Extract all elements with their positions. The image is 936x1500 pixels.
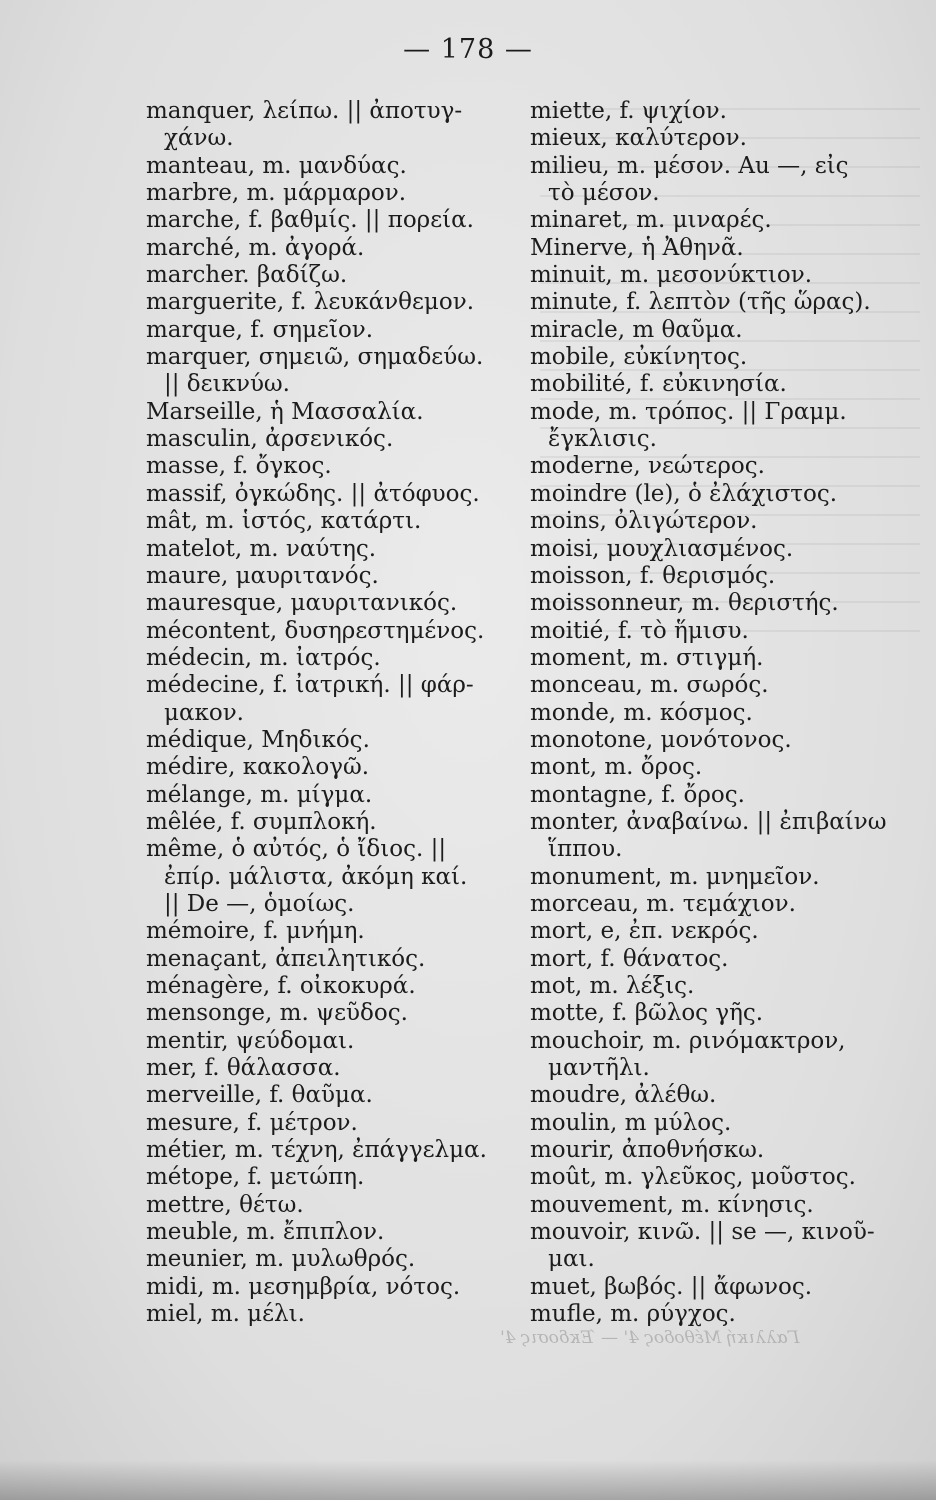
entry-headword-line: matelot, m. ναύτης. <box>146 535 377 562</box>
left-entry <box>146 1164 516 1191</box>
entry-headword-line: moitié, f. τὸ ἥμισυ. <box>530 617 749 644</box>
entry-headword-line: moissonneur, m. θεριστής. <box>530 590 839 617</box>
entry-continuation-line: || δεικνύω. <box>164 371 290 398</box>
entry-headword-line: Marseille, ἡ Μασσαλία. <box>146 398 424 425</box>
entry-continuation-line: ἵππου. <box>548 836 623 863</box>
entry-headword-line: monter, ἀναβαίνω. || ἐπιβαίνω <box>530 808 887 835</box>
entry-headword-line: mont, m. ὄρος. <box>530 754 703 781</box>
left-entry <box>146 1137 516 1164</box>
right-entry <box>530 98 890 125</box>
entry-headword-line: mélange, m. μίγμα. <box>146 781 373 808</box>
entry-headword-line: marcher. βαδίζω. <box>146 262 348 289</box>
entry-headword-line: mouchoir, m. ρινόμακτρον, <box>530 1027 846 1054</box>
entry-continuation-line: μαι. <box>548 1246 595 1273</box>
entry-headword-line: milieu, m. μέσον. Au —, εἰς <box>530 152 849 179</box>
right-entry <box>530 399 890 454</box>
right-entry <box>530 207 890 234</box>
entry-headword-line: médire, κακολογῶ. <box>146 754 370 781</box>
right-entry <box>530 1028 890 1083</box>
left-entry <box>146 946 516 973</box>
right-entry <box>530 782 890 809</box>
left-entry <box>146 1274 516 1301</box>
entry-headword-line: médecine, f. ἰατρική. || φάρ- <box>146 672 474 699</box>
right-entry <box>530 344 890 371</box>
entry-headword-line: masse, f. ὄγκος. <box>146 453 332 480</box>
entry-headword-line: miette, f. ψιχίον. <box>530 98 727 124</box>
entry-headword-line: moment, m. στιγμή. <box>530 644 764 671</box>
right-entry <box>530 453 890 480</box>
entry-headword-line: mât, m. ἱστός, κατάρτι. <box>146 508 422 535</box>
left-entry <box>146 98 516 153</box>
left-entry <box>146 1301 516 1328</box>
left-entry <box>146 153 516 180</box>
entry-headword-line: merveille, f. θαῦμα. <box>146 1082 373 1109</box>
entry-headword-line: massif, ὀγκώδης. || ἀτόφυος. <box>146 480 480 507</box>
entry-headword-line: minaret, m. μιναρές. <box>530 207 772 234</box>
entry-headword-line: mouvement, m. κίνησις. <box>530 1191 814 1218</box>
entry-headword-line: métier, m. τέχνη, ἐπάγγελμα. <box>146 1137 487 1164</box>
right-entry <box>530 727 890 754</box>
entry-headword-line: marquer, σημειῶ, σημαδεύω. <box>146 344 484 371</box>
entry-headword-line: moindre (le), ὁ ἐλάχιστος. <box>530 480 838 507</box>
entry-headword-line: morceau, m. τεμάχιον. <box>530 890 796 917</box>
right-entry <box>530 1164 890 1191</box>
right-entry <box>530 672 890 699</box>
entry-continuation-line: χάνω. <box>164 125 234 152</box>
right-entry <box>530 1082 890 1109</box>
entry-headword-line: midi, m. μεσημβρία, νότος. <box>146 1273 461 1300</box>
right-column <box>530 98 890 1328</box>
left-entry <box>146 180 516 207</box>
entry-headword-line: moisson, f. θερισμός. <box>530 562 776 589</box>
left-entry <box>146 727 516 754</box>
left-entry <box>146 1219 516 1246</box>
entry-continuation-line: ἔγκλισις. <box>548 426 657 453</box>
right-entry <box>530 508 890 535</box>
entry-headword-line: minuit, m. μεσονύκτιον. <box>530 262 813 289</box>
entry-headword-line: minute, f. λεπτὸν (τῆς ὥρας). <box>530 289 871 316</box>
entry-headword-line: manteau, m. μανδύας. <box>146 152 407 179</box>
entry-headword-line: marche, f. βαθμίς. || πορεία. <box>146 207 474 234</box>
left-entry <box>146 344 516 399</box>
left-column <box>146 98 516 1328</box>
right-entry <box>530 536 890 563</box>
entry-headword-line: masculin, ἀρσενικός. <box>146 426 394 453</box>
left-entry <box>146 836 516 918</box>
left-entry <box>146 1082 516 1109</box>
entry-headword-line: menaçant, ἀπειλητικός. <box>146 945 426 972</box>
entry-headword-line: mesure, f. μέτρον. <box>146 1109 358 1136</box>
left-entry <box>146 645 516 672</box>
left-entry <box>146 918 516 945</box>
entry-headword-line: mouvoir, κινῶ. || se —, κινοῦ- <box>530 1219 875 1246</box>
left-entry <box>146 536 516 563</box>
right-entry <box>530 1137 890 1164</box>
right-entry <box>530 590 890 617</box>
left-entry <box>146 481 516 508</box>
left-entry <box>146 1055 516 1082</box>
right-entry <box>530 125 890 152</box>
left-entry <box>146 317 516 344</box>
left-entry <box>146 590 516 617</box>
entry-headword-line: mettre, θέτω. <box>146 1191 304 1218</box>
left-entry <box>146 426 516 453</box>
entry-headword-line: mode, m. τρόπος. || Γραμμ. <box>530 398 847 425</box>
entry-headword-line: mort, e, ἐπ. νεκρός. <box>530 918 759 945</box>
entry-headword-line: moins, ὀλιγώτερον. <box>530 508 758 535</box>
left-entry <box>146 1246 516 1273</box>
right-entry <box>530 235 890 262</box>
left-entry <box>146 399 516 426</box>
right-entry <box>530 618 890 645</box>
entry-headword-line: mieux, καλύτερον. <box>530 125 747 152</box>
entry-headword-line: mourir, ἀποθνήσκω. <box>530 1137 765 1164</box>
entry-headword-line: monceau, m. σωρός. <box>530 672 769 699</box>
right-entry <box>530 891 890 918</box>
entry-headword-line: mêlée, f. συμπλοκή. <box>146 808 377 835</box>
left-entry <box>146 508 516 535</box>
entry-headword-line: meunier, m. μυλωθρός. <box>146 1246 416 1273</box>
entry-headword-line: moût, m. γλεῦκος, μοῦστος. <box>530 1164 856 1191</box>
right-entry <box>530 809 890 864</box>
entry-headword-line: mobilité, f. εὐκινησία. <box>530 371 787 398</box>
entry-headword-line: marché, m. ἀγορά. <box>146 234 365 261</box>
entry-continuation-line: || De —, ὁμοίως. <box>164 890 355 917</box>
entry-continuation-line: μακον. <box>164 699 244 726</box>
entry-headword-line: motte, f. βῶλος γῆς. <box>530 1000 764 1027</box>
entry-headword-line: moisi, μουχλιασμένος. <box>530 535 794 562</box>
entry-headword-line: médecin, m. ἰατρός. <box>146 644 381 671</box>
right-entry <box>530 1219 890 1274</box>
right-entry <box>530 918 890 945</box>
left-entry <box>146 973 516 1000</box>
right-entry <box>530 481 890 508</box>
entry-headword-line: mobile, εὐκίνητος. <box>530 344 748 371</box>
right-entry <box>530 1000 890 1027</box>
entry-headword-line: marbre, m. μάρμαρον. <box>146 180 407 207</box>
left-entry <box>146 1028 516 1055</box>
entry-headword-line: moulin, m μύλος. <box>530 1109 732 1136</box>
entry-headword-line: mentir, ψεύδομαι. <box>146 1027 355 1054</box>
entry-continuation-line: μαντῆλι. <box>548 1055 650 1082</box>
entry-headword-line: mémoire, f. μνήμη. <box>146 918 365 945</box>
left-entry <box>146 563 516 590</box>
right-entry <box>530 946 890 973</box>
right-entry <box>530 1110 890 1137</box>
bleed-through-footer: Γαλλική Μέθοδος 4' — Έκδοσις 4' <box>500 1328 800 1348</box>
left-entry <box>146 1192 516 1219</box>
right-entry <box>530 563 890 590</box>
right-entry <box>530 645 890 672</box>
left-entry <box>146 1110 516 1137</box>
entry-headword-line: monde, m. κόσμος. <box>530 699 753 726</box>
right-entry <box>530 371 890 398</box>
entry-headword-line: marguerite, f. λευκάνθεμον. <box>146 289 475 316</box>
entry-continuation-line: ἐπίρ. μάλιστα, ἀκόμη καί. <box>164 863 468 890</box>
right-entry <box>530 700 890 727</box>
right-entry <box>530 289 890 316</box>
right-entry <box>530 973 890 1000</box>
right-entry <box>530 1192 890 1219</box>
entry-headword-line: monotone, μονότονος. <box>530 726 792 753</box>
left-entry <box>146 235 516 262</box>
entry-headword-line: miracle, m θαῦμα. <box>530 316 743 343</box>
entry-headword-line: même, ὁ αὐτός, ὁ ἴδιος. || <box>146 836 447 863</box>
right-entry <box>530 1274 890 1301</box>
page-bottom-edge <box>0 1460 936 1500</box>
left-entry <box>146 289 516 316</box>
entry-headword-line: Minerve, ἡ Ἀθηνᾶ. <box>530 234 744 261</box>
entry-headword-line: monument, m. μνημεῖον. <box>530 863 820 890</box>
entry-headword-line: médique, Μηδικός. <box>146 726 370 753</box>
entry-headword-line: mensonge, m. ψεῦδος. <box>146 1000 408 1027</box>
entry-headword-line: métope, f. μετώπη. <box>146 1164 365 1191</box>
entry-headword-line: mot, m. λέξις. <box>530 973 695 999</box>
right-entry <box>530 317 890 344</box>
left-entry <box>146 453 516 480</box>
page-number: — 178 — <box>403 34 533 65</box>
entry-headword-line: moderne, νεώτερος. <box>530 453 765 480</box>
left-entry <box>146 618 516 645</box>
entry-headword-line: ménagère, f. οἰκοκυρά. <box>146 973 416 999</box>
left-entry <box>146 672 516 727</box>
entry-headword-line: maure, μαυριτανός. <box>146 562 379 589</box>
left-entry <box>146 207 516 234</box>
entry-headword-line: mufle, m. ρύγχος. <box>530 1301 736 1328</box>
right-entry <box>530 754 890 781</box>
entry-headword-line: muet, βωβός. || ἄφωνος. <box>530 1273 813 1300</box>
entry-headword-line: marque, f. σημεῖον. <box>146 316 374 343</box>
entry-headword-line: mécontent, δυσηρεστημένος. <box>146 617 485 644</box>
right-entry <box>530 1301 890 1328</box>
entry-headword-line: mort, f. θάνατος. <box>530 945 729 972</box>
entry-continuation-line: τὸ μέσον. <box>548 180 660 207</box>
right-entry <box>530 153 890 208</box>
left-entry <box>146 262 516 289</box>
entry-headword-line: manquer, λείπω. || ἀποτυγ- <box>146 98 463 124</box>
entry-headword-line: moudre, ἀλέθω. <box>530 1082 717 1109</box>
right-entry <box>530 864 890 891</box>
right-entry <box>530 262 890 289</box>
left-entry <box>146 754 516 781</box>
entry-headword-line: mer, f. θάλασσα. <box>146 1055 341 1082</box>
entry-headword-line: miel, m. μέλι. <box>146 1301 305 1328</box>
left-entry <box>146 809 516 836</box>
left-entry <box>146 782 516 809</box>
entry-headword-line: meuble, m. ἔπιπλον. <box>146 1219 385 1246</box>
left-entry <box>146 1000 516 1027</box>
entry-headword-line: mauresque, μαυριτανικός. <box>146 590 458 617</box>
entry-headword-line: montagne, f. ὄρος. <box>530 781 745 808</box>
